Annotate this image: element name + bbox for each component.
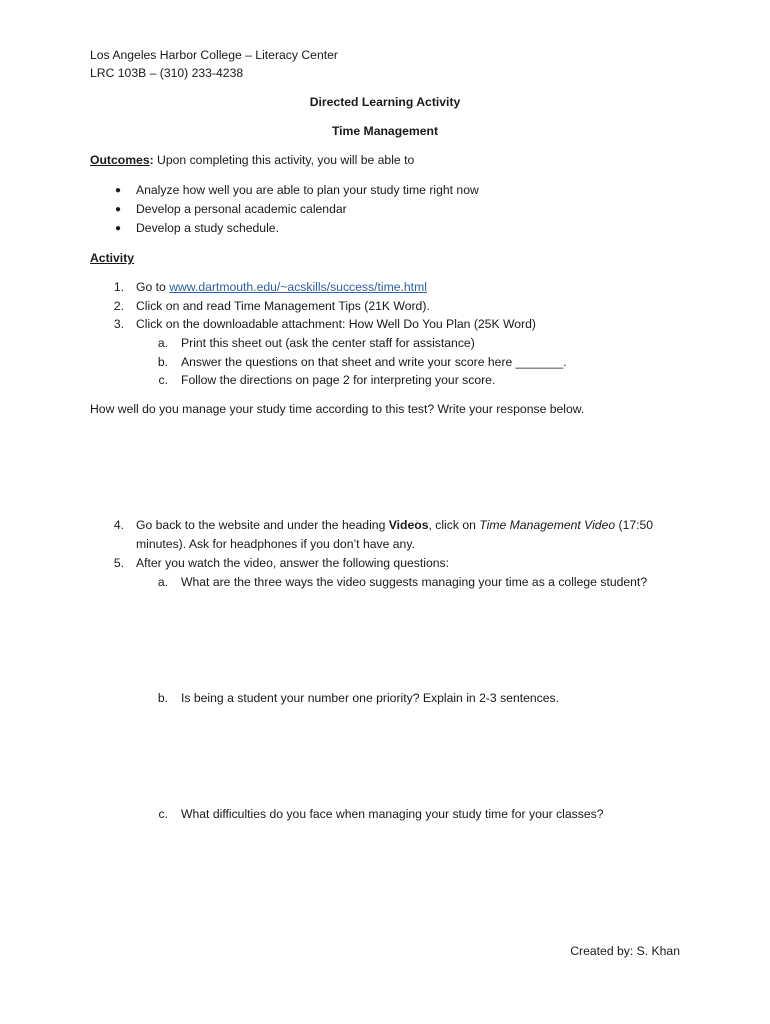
substep-letter: c. (158, 373, 168, 387)
step4-line2: minutes). Ask for headphones if you don’t have any. (136, 537, 415, 551)
activity-label: Activity (90, 251, 135, 265)
step-number: 3. (113, 317, 124, 331)
substep-letter: a. (157, 336, 168, 350)
step4-video-title: Time Management Video (479, 518, 616, 532)
substep-letter: b. (157, 355, 168, 369)
author-credit: Created by: S. Khan (570, 944, 680, 958)
step4-part2: , click on (428, 518, 480, 532)
step-text (136, 280, 427, 294)
step4-part3: (17:50 (615, 518, 654, 532)
document-title: Directed Learning Activity (309, 95, 461, 109)
step-text: Click on the downloadable attachment: How Well Do You Plan (25K Word) (136, 317, 536, 331)
response-question: How well do you manage your study time according to this test? Write your response below. (90, 402, 585, 416)
step-text: Click on and read Time Management Tips (21K Word). (136, 299, 430, 313)
outcome-item: Develop a personal academic calendar (136, 202, 347, 216)
outcome-item: Develop a study schedule. (136, 221, 279, 235)
step-number: 4. (113, 518, 124, 532)
step-prefix: Go to (136, 280, 170, 294)
dartmouth-link[interactable]: www.dartmouth.edu/~acskills/success/time.html (169, 280, 427, 294)
question-letter: a. (157, 575, 168, 589)
outcome-item: Analyze how well you are able to plan your study time right now (136, 183, 479, 197)
header-line-college: Los Angeles Harbor College – Literacy Center (90, 48, 338, 62)
step4-line1 (136, 518, 653, 532)
bullet-icon: ● (115, 223, 122, 234)
outcomes-label: Outcomes (90, 153, 150, 167)
step5-text: After you watch the video, answer the following questions: (136, 556, 449, 570)
step4-videos-heading: Videos (388, 518, 429, 532)
question-letter: b. (157, 691, 168, 705)
step-number: 5. (113, 556, 124, 570)
step-number: 2. (113, 299, 124, 313)
question-text: What are the three ways the video suggests managing your time as a college student? (181, 575, 648, 589)
question-letter: c. (158, 807, 168, 821)
bullet-icon: ● (115, 185, 122, 196)
header-line-contact: LRC 103B – (310) 233-4238 (90, 66, 244, 80)
question-text: What difficulties do you face when managing your study time for your classes? (181, 807, 604, 821)
outcomes-colon: : (149, 153, 154, 167)
substep-text: Follow the directions on page 2 for interpreting your score. (181, 373, 496, 387)
step-number: 1. (113, 280, 124, 294)
document-subtitle: Time Management (331, 124, 439, 138)
outcomes-line (90, 153, 414, 167)
bullet-icon: ● (115, 204, 122, 215)
substep-text: Print this sheet out (ask the center staff for assistance) (181, 336, 475, 350)
step4-part1: Go back to the website and under the heading (136, 518, 389, 532)
question-text: Is being a student your number one priority? Explain in 2-3 sentences. (181, 691, 560, 705)
outcomes-intro: Upon completing this activity, you will be able to (153, 153, 415, 167)
substep-text: Answer the questions on that sheet and write your score here _______. (181, 355, 567, 369)
